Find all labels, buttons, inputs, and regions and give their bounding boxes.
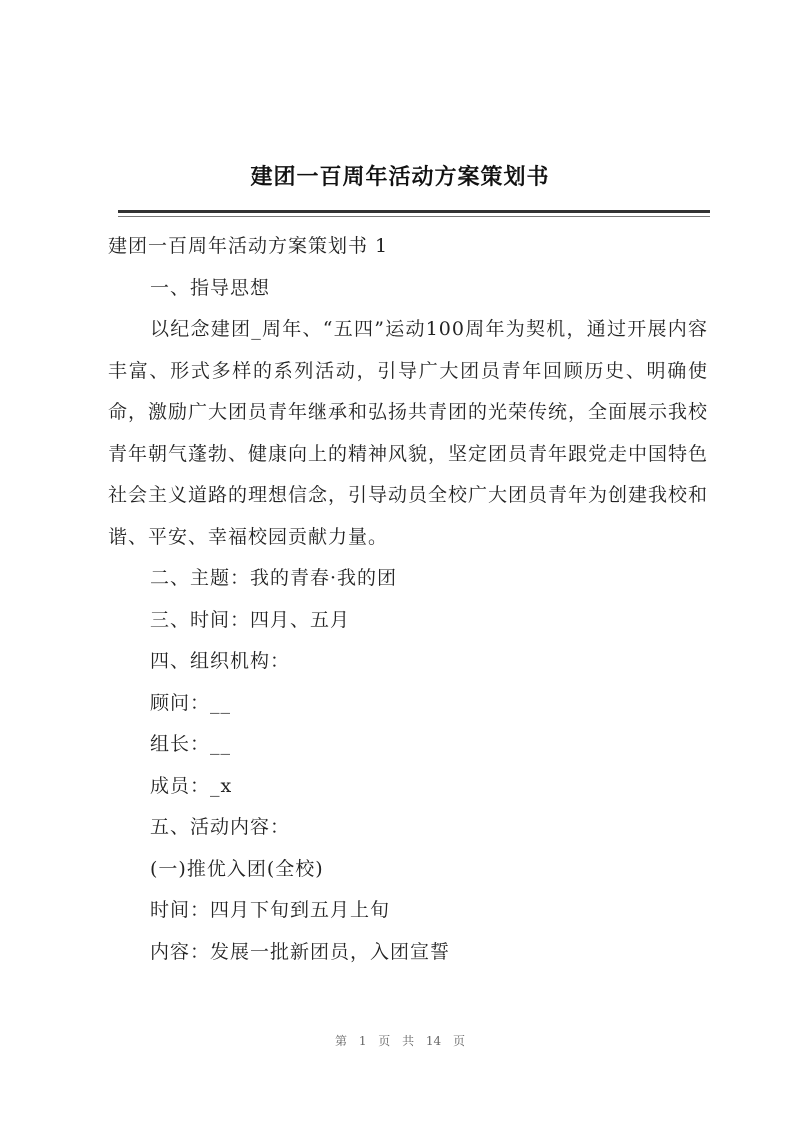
members-line: 成员：_x: [150, 774, 233, 797]
section-3-time: 三、时间：四月、五月: [150, 608, 351, 631]
activity-1-title: (一)推优入团(全校): [150, 857, 324, 880]
section-2-theme: 二、主题：我的青春·我的团: [150, 567, 398, 589]
activity-1-content: 内容：发展一批新团员，入团宣誓: [150, 940, 451, 963]
section-4-title: 四、组织机构：: [150, 650, 291, 672]
section-1-title: 一、指导思想: [150, 276, 271, 299]
title-rule: [118, 210, 710, 213]
leader-line: 组长：__: [150, 733, 232, 755]
title-rule-secondary: [118, 216, 710, 217]
document-title: 建团一百周年活动方案策划书: [250, 164, 550, 190]
activity-1-time: 时间：四月下旬到五月上旬: [150, 899, 391, 921]
advisor-line: 顾问：__: [150, 691, 232, 714]
document-body: [108, 226, 708, 973]
section-1-paragraph: 以纪念建团_周年、“五四”运动100周年为契机，通过开展内容丰富、形式多样的系列活动，引导广大团员青年回顾历史、明确使命，激励广大团员青年继承和弘扬共青团的光荣传统，全面展示我校青年朝气蓬勃、健康向上的精神风貌，坚定团员青年跟党走中国特色社会主义道路的理想信念，引导动员全校广大团员青年为创建我校和谐、平安、幸福校园贡献力量。: [108, 318, 709, 548]
section-5-title: 五、活动内容：: [150, 816, 291, 838]
document-heading: 建团一百周年活动方案策划书 1: [108, 235, 389, 257]
page-number-footer: 第 1 页 共 14 页: [335, 1034, 465, 1048]
